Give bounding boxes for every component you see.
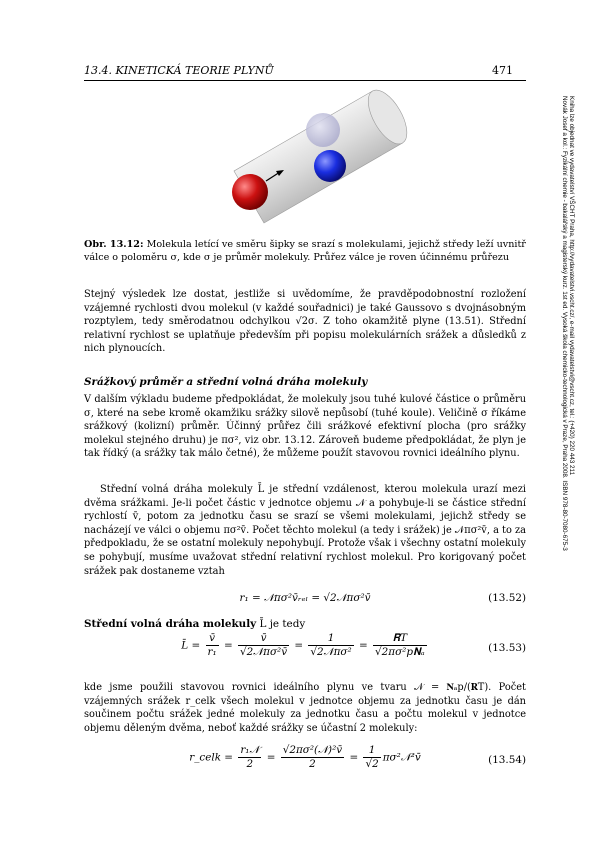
header-rule — [84, 80, 526, 81]
paragraph-mean-free-path: Střední volná dráha molekuly L̄ je střední vzdálenost, kterou molekula urazí mezi dvěma srážkami. Je-li počet částic v jednotce objemu 𝒩 a pohybuje-li se částice střední rychlostí v̄, potom za jednotku času se srazí se všemi molekulami, jejichž středy se nacházejí ve válci o objemu πσ²v̄. Počet těchto molekul (a tedy i srážek) je 𝒩πσ²v̄, a to za předpokladu, že se ostatní molekuly nepohybují. Protože však i všechny ostatní molekuly se pohybují, musíme uvažovat střední relativní rychlost molekul. Pro korigovaný počet srážek pak dostaneme vztah — [84, 484, 526, 577]
equation-number: (13.54) — [488, 754, 526, 766]
equation-13-54: r_celk = $\frac{\text{r₁𝒩}}{2}$ = $\frac{\text{√2πσ²(𝒩)²v̄}}{2}$ = $\frac{1}{√2}$ πσ²𝒩²v̄ (13.54) — [189, 744, 526, 770]
figure-caption — [84, 238, 526, 264]
subhead-mean-free-path: Střední volná dráha molekuly L̄ je tedy — [84, 618, 306, 630]
figure-label: Obr. 13.12: — [84, 239, 144, 250]
paragraph-collision-diameter: V dalším výkladu budeme předpokládat, že molekuly jsou tuhé kulové částice o průměru σ, které na sebe kromě okamžiku srážky silově nepůsobí (tuhé koule). Veličině σ říkáme srážkový (kolizní) průměr. Účinný průřez čili srážkové efektivní plocha (pro srážky molekul stejného druhu) je πσ², viz obr. 13.12. Zároveň budeme předpokládat, že plyn je tak řídký (a srážky tak málo četné), že můžeme použít stavovou rovnici ideálního plynu. — [84, 394, 526, 460]
figure-13-12-illustration — [220, 84, 420, 229]
blue-molecule — [314, 150, 346, 182]
equation-13-53: L̄ = $\frac{v̄}{\text{r₁}}$ = $\frac{v̄}{\text{√2𝒩πσ²v̄}}$ = $\frac{1}{\text{√2𝒩πσ²}}$ = $\frac{\text{𝐑T}}{\text{√2πσ²p𝐍ₐ}}$ (13.53) — [181, 632, 526, 658]
sidebar-citation-line: Novák Josef a kol.: Fyzikální chemie - bakalářský a magisterský kurz. 1st ed. Vysoká škola chemicko-technologická v Praze, Praha 2008. ISBN 978-80-7080-675-3 — [561, 96, 568, 551]
page-number: 471 — [492, 64, 513, 77]
paragraph-total-collisions: kde jsme použili stavovou rovnici ideálního plynu ve tvaru 𝒩 = 𝐍ₐp/(𝐑T). Počet vzájemných srážek r_celk všech molekul v jednotce objemu za jednotku času je dán součinem počtu srážek jedné molekuly za jednotku času a počtu molekul v jednotce objemu děleným dvěma, neboť každé srážky se účastní 2 molekuly: — [84, 682, 526, 734]
paragraph-relative-speed: Stejný výsledek lze dostat, jestliže si uvědomíme, že pravděpodobnostní rozložení vzájemné rychlosti dvou molekul (v každé souřadnici) je také Gaussovo s dvojnásobným rozptylem, tedy směrodatnou odchylkou √2σ. Z toho okamžitě plyne (13.51). Střední relativní rychlost se uplatňuje především při popisu molekulárních srážek a důsledků z nich plynoucích. — [84, 289, 526, 355]
sidebar-order-line: Kniha lze objednat ve vydavatelství VŠCHT Praha, http://vydavatelstvi.vscht.cz/, e-mail vydavatelstvi@vscht.cz, tel.: (+420) 220 443 211 — [568, 96, 575, 476]
equation-number: (13.53) — [488, 642, 526, 654]
equation-number: (13.52) — [488, 592, 526, 604]
equation-13-52: r₁ = 𝒩πσ²v̄ᵣₑₗ = √2𝒩πσ²v̄ (13.52) — [239, 592, 526, 604]
section-title: Srážkový průměr a střední volná dráha molekuly — [84, 376, 368, 388]
red-molecule — [232, 174, 268, 210]
running-header-section: 13.4. KINETICKÁ TEORIE PLYNŮ — [84, 64, 274, 77]
figure-caption-text: Molekula letící ve směru šipky se srazí s molekulami, jejichž středy leží uvnitř válce o poloměru σ, kde σ je průměr molekuly. Průřez válce je roven účinnému průřezu — [84, 239, 526, 263]
sidebar-citation — [560, 96, 575, 656]
ghost-molecule — [306, 113, 340, 147]
